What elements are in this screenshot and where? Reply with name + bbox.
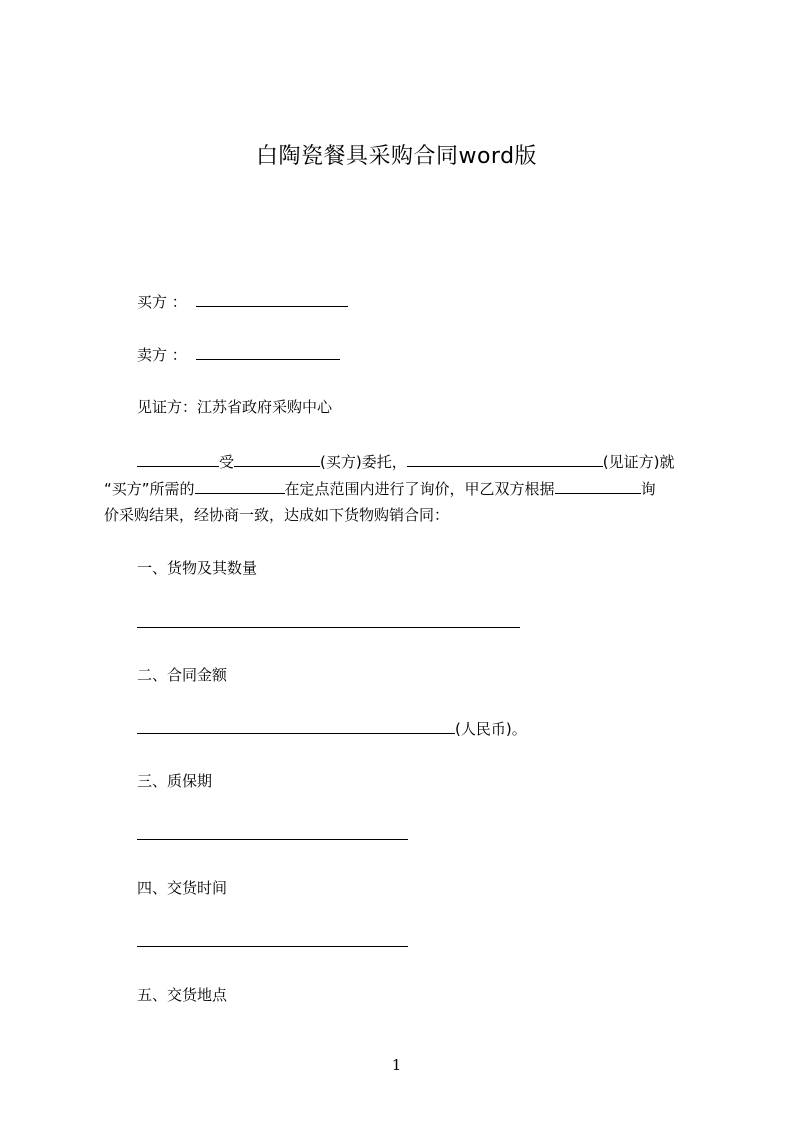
buyer-blank[interactable] (196, 290, 348, 307)
amount-blank[interactable] (137, 717, 455, 734)
buyer-line (137, 290, 348, 313)
quantity-blank[interactable] (137, 627, 520, 628)
section-heading: 三、质保期 (137, 772, 213, 790)
amount-suffix: (人民币)。 (455, 720, 527, 738)
intro-line-1 (137, 450, 674, 473)
seller-line (137, 343, 340, 366)
seller-blank[interactable] (196, 343, 340, 360)
seller-label: 卖方 ： (137, 346, 187, 364)
intro-text-4: “买方”所需的 (104, 480, 195, 498)
section-heading: 二、合同金额 (137, 666, 228, 684)
intro-blank-3[interactable] (407, 450, 603, 467)
intro-text-6: 询 (640, 480, 656, 498)
intro-text-2: (买方)委托， (320, 453, 407, 471)
section-heading: 四、交货时间 (137, 879, 228, 897)
intro-text-7: 价采购结果，经协商一致，达成如下货物购销合同： (104, 506, 450, 524)
witness-label: 见证方：江苏省政府采购中心 (137, 398, 333, 416)
delivery-time-blank[interactable] (137, 946, 408, 947)
section-heading: 一、货物及其数量 (137, 559, 258, 577)
buyer-label: 买方 ： (137, 293, 187, 311)
witness-line (137, 396, 332, 418)
intro-line-2 (104, 477, 656, 500)
intro-blank-4[interactable] (195, 477, 285, 494)
intro-line-3 (104, 504, 449, 526)
intro-text-3: (见证方)就 (602, 453, 675, 471)
warranty-blank[interactable] (137, 839, 408, 840)
intro-text-1: 受 (219, 453, 235, 471)
intro-text-5: 在定点范围内进行了询价，甲乙双方根据 (284, 480, 555, 498)
intro-blank-1[interactable] (137, 450, 219, 467)
intro-blank-5[interactable] (555, 477, 641, 494)
document-title: 白陶瓷餐具采购合同word版 (255, 144, 538, 169)
section-heading: 五、交货地点 (137, 986, 228, 1004)
intro-blank-2[interactable] (234, 450, 320, 467)
amount-line (137, 717, 527, 740)
page-number: 1 (391, 1056, 402, 1074)
